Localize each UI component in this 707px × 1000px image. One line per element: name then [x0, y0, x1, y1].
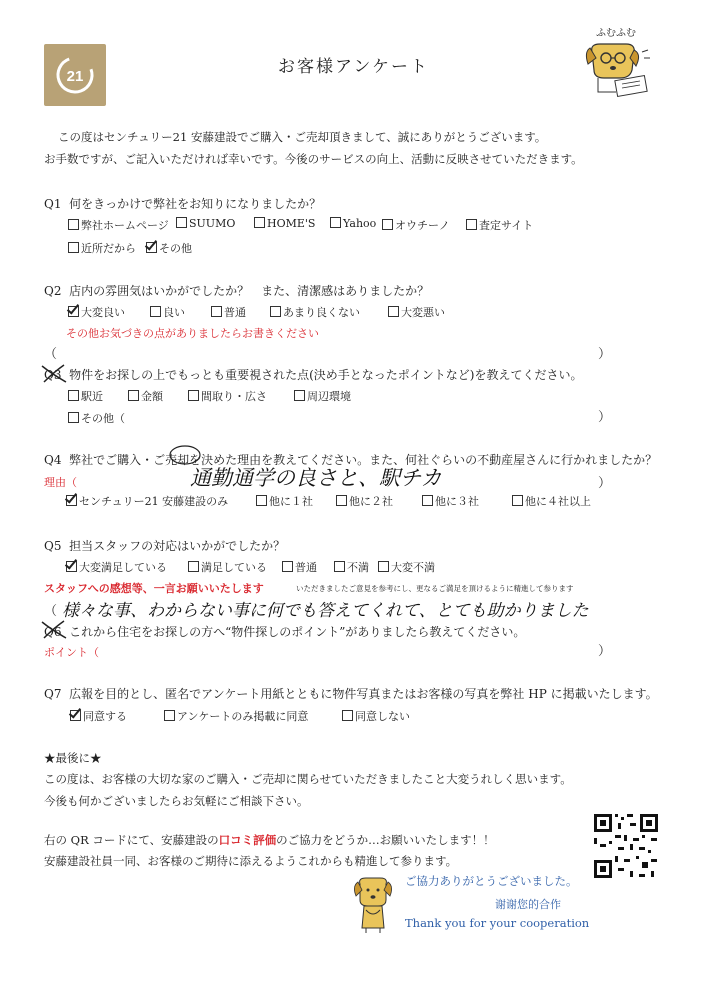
- option-label: 大変悪い: [401, 306, 445, 319]
- q7-question: [44, 685, 658, 702]
- qr-line-red: 口コミ評価: [218, 833, 277, 847]
- option-label: 同意しない: [355, 710, 410, 723]
- checkbox[interactable]: [188, 390, 199, 401]
- checkbox[interactable]: [330, 217, 341, 228]
- option-label: 他に３社: [435, 495, 479, 508]
- q2-paren-open: （: [44, 347, 58, 362]
- option-label: 査定サイト: [479, 219, 534, 232]
- q6-paren-close: ）: [598, 644, 612, 659]
- option-label: その他: [159, 242, 192, 255]
- option-label: あまり良くない: [283, 306, 360, 319]
- option-label: 良い: [163, 306, 185, 319]
- q2-paren-close: ）: [598, 347, 612, 362]
- option-label: センチュリー21 安藤建設のみ: [79, 495, 229, 508]
- q2-option-1[interactable]: [150, 304, 185, 320]
- q5-option-3[interactable]: [334, 559, 369, 575]
- q4-number: Q4: [44, 453, 62, 467]
- intro-line-1: この度はセンチュリー21 安藤建設でご購入・ご売却頂きまして、誠にありがとうございます。: [58, 130, 547, 144]
- checkbox[interactable]: [164, 710, 175, 721]
- option-label: 駅近: [81, 390, 103, 403]
- checkbox[interactable]: [256, 495, 267, 506]
- checkbox[interactable]: [68, 390, 79, 401]
- dog-mascot-icon: [582, 22, 660, 102]
- q5-paren-open: （: [44, 604, 58, 619]
- option-label: 金額: [141, 390, 163, 403]
- mascot-illustration: [582, 22, 660, 102]
- checkbox[interactable]: [388, 306, 399, 317]
- q5-question: [44, 537, 285, 554]
- q6-number: Q6: [44, 625, 62, 639]
- q2-option-4[interactable]: [388, 304, 445, 320]
- checkbox[interactable]: [282, 561, 293, 572]
- q3-strike-mark-icon: [40, 362, 68, 384]
- q2-text: 店内の雰囲気はいかがでしたか？ また、清潔感はありましたか？: [69, 284, 430, 298]
- q5-text: 担当スタッフの対応はいかがでしたか？: [69, 539, 286, 553]
- checkbox[interactable]: [176, 217, 187, 228]
- checkbox[interactable]: [342, 710, 353, 721]
- option-label: 他に４社以上: [525, 495, 591, 508]
- q2-question: [44, 282, 429, 299]
- q1-option-2[interactable]: [254, 217, 315, 230]
- q3-paren-close: ）: [598, 410, 612, 425]
- qr-request-line: [44, 832, 495, 848]
- thanks-english: Thank you for your cooperation: [405, 916, 590, 930]
- q7-text: 広報を目的とし、匿名でアンケート用紙とともに物件写真またはお客様の写真を弊社 HP に掲載いたします。: [69, 687, 658, 701]
- q1-question: [44, 195, 321, 212]
- checkbox[interactable]: [270, 306, 281, 317]
- q6-strike-mark-icon: [40, 618, 68, 640]
- q3-other[interactable]: [68, 410, 125, 426]
- q1-option-4[interactable]: [382, 217, 450, 233]
- q4-option-4[interactable]: [512, 493, 591, 509]
- checkbox[interactable]: [150, 306, 161, 317]
- q1-option-0[interactable]: [68, 217, 169, 233]
- checkbox[interactable]: [512, 495, 523, 506]
- q2-note: その他お気づきの点がありましたらお書きください: [66, 327, 319, 340]
- q5-note-small: いただきましたご意見を参考にし、更なるご満足を頂けるように精進して参ります: [296, 584, 574, 593]
- q4-reason-answer[interactable]: 通勤通学の良さと、駅チカ: [190, 466, 442, 490]
- option-label: 大変良い: [81, 306, 125, 319]
- option-label: 他に２社: [349, 495, 393, 508]
- thanks-chinese: 谢谢您的合作: [495, 898, 561, 911]
- option-label: 大変不満: [391, 561, 435, 574]
- q3-text: 物件をお探しの上でもっとも重要視された点(決め手となったポイントなど)を教えてください。: [69, 368, 583, 382]
- option-label: 普通: [224, 306, 246, 319]
- review-qr-code[interactable]: [591, 811, 661, 881]
- option-label: SUUMO: [189, 217, 236, 230]
- q5-option-4[interactable]: [378, 559, 435, 575]
- option-label: オウチーノ: [395, 219, 450, 232]
- q1-option-3[interactable]: [330, 217, 376, 230]
- checkbox[interactable]: [294, 390, 305, 401]
- q3-question: [44, 366, 583, 383]
- q4-option-1[interactable]: [256, 493, 313, 509]
- q5-answer[interactable]: 様々な事、わからない事に何でも答えてくれて、とても助かりました: [62, 601, 589, 621]
- checkbox[interactable]: [68, 412, 79, 423]
- checkbox[interactable]: [422, 495, 433, 506]
- checkbox[interactable]: [128, 390, 139, 401]
- page-title: お客様アンケート: [278, 57, 429, 77]
- checkbox[interactable]: [334, 561, 345, 572]
- q4-reason-label: 理由（: [44, 476, 77, 489]
- q3-option-2[interactable]: [188, 388, 267, 404]
- option-label: 不満: [347, 561, 369, 574]
- checkbox-checked[interactable]: [66, 495, 77, 506]
- intro-line-2: お手数ですが、ご記入いただければ幸いです。今後のサービスの向上、活動に反映させていただきます。: [44, 152, 583, 166]
- q1-text: 何をきっかけで弊社をお知りになりましたか？: [69, 197, 322, 211]
- checkbox[interactable]: [254, 217, 265, 228]
- logo-text: 21: [66, 68, 84, 85]
- checkbox[interactable]: [68, 242, 79, 253]
- q5-option-1[interactable]: [188, 559, 267, 575]
- q3-option-0[interactable]: [68, 388, 103, 404]
- checkbox-checked[interactable]: [70, 710, 81, 721]
- q7-option-1[interactable]: [164, 708, 308, 724]
- q1-option-7[interactable]: [146, 240, 192, 256]
- option-label: 他に１社: [269, 495, 313, 508]
- checkbox[interactable]: [211, 306, 222, 317]
- checkbox-checked[interactable]: [146, 242, 157, 253]
- q6-point-label: ポイント（: [44, 646, 99, 659]
- closing-heading: ★最後に★: [44, 751, 102, 765]
- dog-mascot-small: [352, 876, 394, 934]
- checkbox[interactable]: [68, 219, 79, 230]
- q5-option-0[interactable]: [66, 559, 167, 575]
- qr-code-icon: [591, 811, 661, 881]
- q6-question: [44, 623, 525, 640]
- q4-option-0[interactable]: [66, 493, 228, 509]
- option-label: 弊社ホームページ: [81, 219, 169, 232]
- q6-text: これから住宅をお探しの方へ“物件探しのポイント”がありましたら教えてください。: [69, 625, 526, 639]
- option-label: 周辺環境: [307, 390, 351, 403]
- q2-option-0[interactable]: [68, 304, 125, 320]
- q4-option-3[interactable]: [422, 493, 479, 509]
- q4-paren-close: ）: [598, 476, 612, 491]
- closing-line-1: この度は、お客様の大切な家のご購入・ご売却に関らせていただきましたこと大変うれしく思います。: [44, 772, 572, 786]
- option-label: 同意する: [83, 710, 127, 723]
- checkbox-checked[interactable]: [68, 306, 79, 317]
- checkbox-checked[interactable]: [66, 561, 77, 572]
- q1-option-5[interactable]: [466, 217, 533, 233]
- q1-number: Q1: [44, 197, 62, 211]
- checkbox[interactable]: [188, 561, 199, 572]
- q4-option-2[interactable]: [336, 493, 393, 509]
- thanks-japanese: ご協力ありがとうございました。: [405, 874, 578, 888]
- checkbox[interactable]: [378, 561, 389, 572]
- checkbox[interactable]: [336, 495, 347, 506]
- option-label: Yahoo: [343, 217, 377, 230]
- option-label: 大変満足している: [79, 561, 167, 574]
- qr-line-pre: 右の QR コードにて、安藤建設の: [44, 833, 219, 847]
- option-label: HOME'S: [267, 217, 316, 230]
- q2-option-3[interactable]: [270, 304, 360, 320]
- q3-option-3[interactable]: [294, 388, 351, 404]
- q7-option-0[interactable]: [70, 708, 127, 724]
- q4-text: 弊社でご購入・ご売却を決めた理由を教えてください。また、何社ぐらいの不動産屋さんに行かれましたか？: [69, 453, 658, 467]
- mascot-caption: ふむふむ: [596, 28, 636, 39]
- option-label: 近所だから: [81, 242, 136, 255]
- q5-number: Q5: [44, 539, 62, 553]
- q1-option-6[interactable]: [68, 240, 136, 256]
- q2-answer-field[interactable]: [60, 347, 592, 359]
- other-label: その他（: [81, 412, 125, 425]
- closing-line-2: 今後も何かございましたらお気軽にご相談下さい。: [44, 794, 309, 808]
- q2-number: Q2: [44, 284, 62, 298]
- q7-number: Q7: [44, 687, 62, 701]
- option-label: 満足している: [201, 561, 267, 574]
- q2-option-2[interactable]: [211, 304, 246, 320]
- q5-note: スタッフへの感想等、一言お願いいたします: [44, 582, 264, 595]
- checkbox[interactable]: [466, 219, 477, 230]
- q1-option-1[interactable]: [176, 217, 235, 230]
- option-label: アンケートのみ掲載に同意: [177, 710, 309, 723]
- q3-option-1[interactable]: [128, 388, 163, 404]
- q5-option-2[interactable]: [282, 559, 317, 575]
- q3-number: Q3: [44, 368, 62, 382]
- dog-mascot-small-icon: [352, 876, 394, 934]
- checkbox[interactable]: [382, 219, 393, 230]
- qr-line-post: のご協力をどうか…お願いいたします！！: [276, 833, 495, 847]
- option-label: 普通: [295, 561, 317, 574]
- staff-line: 安藤建設社員一同、お客様のご期待に添えるようこれからも精進して参ります。: [44, 854, 458, 868]
- option-label: 間取り・広さ: [201, 390, 267, 403]
- q7-option-2[interactable]: [342, 708, 410, 724]
